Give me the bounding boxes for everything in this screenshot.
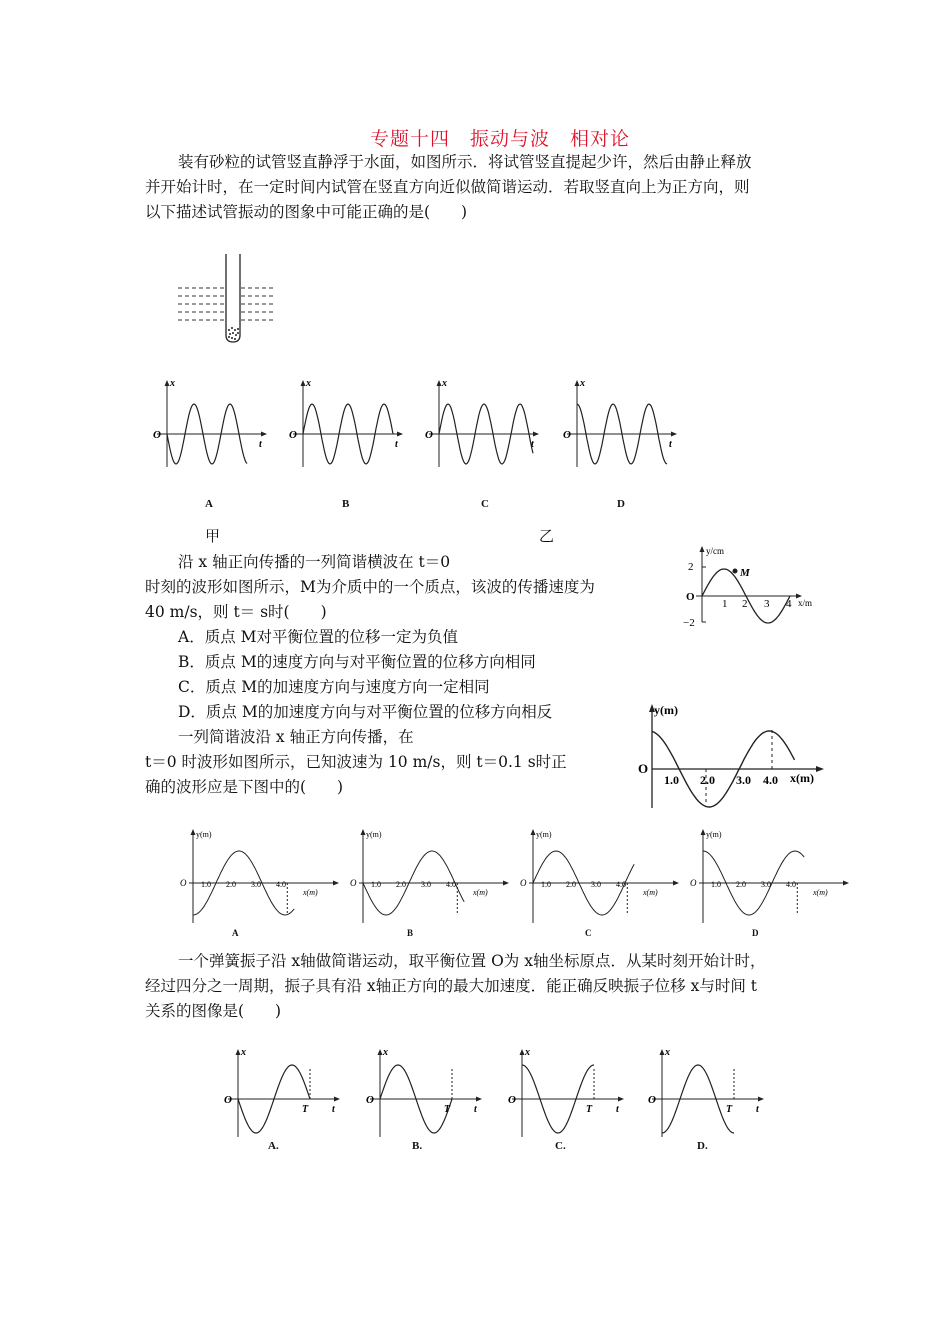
q3-line-3: 确的波形应是下图中的( ) bbox=[145, 778, 344, 796]
q1-graph-0-x-label: x bbox=[170, 378, 175, 389]
q3-opt-xtick: 1.0 bbox=[371, 880, 381, 889]
q3-option-graphs bbox=[175, 825, 855, 925]
q4-graph-0-t-label: t bbox=[332, 1104, 335, 1115]
q4-option-b: B. bbox=[412, 1140, 423, 1152]
q1-line-3: 以下描述试管振动的图象中可能正确的是( ) bbox=[145, 203, 468, 221]
q1-graph-0-t-label: t bbox=[259, 439, 262, 450]
q1-graph-3-t-label: t bbox=[669, 439, 672, 450]
q3-xtick-4: 4.0 bbox=[763, 773, 778, 787]
q2-line-2: 时刻的波形如图所示，M为介质中的一个质点，该波的传播速度为 bbox=[145, 578, 595, 596]
q3-opt-xtick: 4.0 bbox=[276, 880, 286, 889]
q3-opt-xlabel-1: x(m) bbox=[473, 888, 488, 897]
q3-opt-xtick: 2.0 bbox=[566, 880, 576, 889]
q3-opt-xtick: 4.0 bbox=[786, 880, 796, 889]
q1-graph-2-t-label: t bbox=[531, 439, 534, 450]
q4-graph-0-origin: O bbox=[224, 1094, 232, 1106]
q2-origin: O bbox=[686, 591, 695, 603]
q1-option-graphs bbox=[145, 372, 705, 472]
q4-graph-3-t-label: t bbox=[756, 1104, 759, 1115]
q3-opt-xtick: 2.0 bbox=[736, 880, 746, 889]
q2-line-1: 沿 x 轴正向传播的一列简谐横波在 t＝0 bbox=[178, 553, 451, 571]
q3-ylabel: y(m) bbox=[654, 703, 678, 717]
q2-choice-c: C．质点 M的加速度方向与速度方向一定相同 bbox=[178, 678, 490, 696]
q3-option-d: D bbox=[752, 928, 759, 938]
q4-line-3: 关系的图像是( ) bbox=[145, 1002, 282, 1020]
q3-xtick-3: 3.0 bbox=[736, 773, 751, 787]
q3-opt-xtick: 2.0 bbox=[396, 880, 406, 889]
q4-graph-1-t-label: t bbox=[474, 1104, 477, 1115]
q4-graph-2-t-label: t bbox=[616, 1104, 619, 1115]
q4-graph-3-x-label: x bbox=[665, 1047, 670, 1058]
q3-opt-xtick: 3.0 bbox=[761, 880, 771, 889]
q1-graph-0-origin: O bbox=[153, 429, 161, 441]
q2-xtick-1: 1 bbox=[722, 598, 728, 610]
q1-option-d: D bbox=[617, 498, 625, 510]
q3-line-2: t＝0 时波形如图所示，已知波速为 10 m/s，则 t＝0.1 s时正 bbox=[145, 753, 567, 771]
q4-line-2: 经过四分之一周期，振子具有沿 x轴正方向的最大加速度．能正确反映振子位移 x与时间 t bbox=[145, 977, 757, 995]
q3-opt-xlabel-2: x(m) bbox=[643, 888, 658, 897]
q4-option-d: D. bbox=[697, 1140, 708, 1152]
q3-opt-origin-0: O bbox=[180, 878, 187, 888]
q1-graph-3-x-label: x bbox=[580, 378, 585, 389]
q3-opt-xtick: 4.0 bbox=[446, 880, 456, 889]
q3-opt-origin-2: O bbox=[520, 878, 527, 888]
q3-opt-xtick: 2.0 bbox=[226, 880, 236, 889]
q3-opt-ylabel-0: y(m) bbox=[196, 830, 212, 839]
q3-opt-xtick: 1.0 bbox=[541, 880, 551, 889]
q3-opt-xtick: 3.0 bbox=[251, 880, 261, 889]
q4-graph-0-x-label: x bbox=[241, 1047, 246, 1058]
q2-choice-a: A．质点 M对平衡位置的位移一定为负值 bbox=[178, 628, 458, 646]
q4-graph-1-x-label: x bbox=[383, 1047, 388, 1058]
q3-opt-xtick: 3.0 bbox=[591, 880, 601, 889]
q4-graph-3-origin: O bbox=[648, 1094, 656, 1106]
q3-option-c: C bbox=[585, 928, 592, 938]
q1-option-b: B bbox=[342, 498, 350, 510]
q4-graph-2-x-label: x bbox=[525, 1047, 530, 1058]
q2-line-3: 40 m/s，则 t＝ s时( ) bbox=[145, 603, 327, 621]
q4-period-label-1: T bbox=[444, 1104, 451, 1115]
q3-opt-origin-3: O bbox=[690, 878, 697, 888]
q1-graph-2-origin: O bbox=[425, 429, 433, 441]
q3-line-1: 一列简谐波沿 x 轴正方向传播，在 bbox=[178, 728, 414, 746]
q2-choice-d: D．质点 M的加速度方向与对平衡位置的位移方向相反 bbox=[178, 703, 553, 721]
q1-graph-2-x-label: x bbox=[442, 378, 447, 389]
q3-xtick-2: 2.0 bbox=[700, 773, 715, 787]
q3-opt-xtick: 3.0 bbox=[421, 880, 431, 889]
page-title: 专题十四 振动与波 相对论 bbox=[369, 128, 630, 150]
q1-option-c: C bbox=[481, 498, 489, 510]
q3-option-b: B bbox=[407, 928, 414, 938]
q4-option-c: C. bbox=[555, 1140, 566, 1152]
q1-graph-1-t-label: t bbox=[395, 439, 398, 450]
q1-option-a: A bbox=[205, 498, 213, 510]
q2-point-label: M bbox=[740, 567, 750, 579]
q2-wave-graph bbox=[680, 540, 820, 635]
q3-opt-xtick: 1.0 bbox=[711, 880, 721, 889]
q2-point-m bbox=[733, 569, 738, 574]
q3-opt-ylabel-3: y(m) bbox=[706, 830, 722, 839]
q4-period-label-3: T bbox=[726, 1104, 733, 1115]
q4-line-1: 一个弹簧振子沿 x轴做简谐运动，取平衡位置 O为 x轴坐标原点．从某时刻开始计时， bbox=[178, 952, 766, 970]
q2-ytick-2: 2 bbox=[688, 561, 694, 573]
q2-choice-b: B．质点 M的速度方向与对平衡位置的位移方向相同 bbox=[178, 653, 536, 671]
q4-graph-1-origin: O bbox=[366, 1094, 374, 1106]
q1-line-1: 装有砂粒的试管竖直静浮于水面，如图所示．将试管竖直提起少许，然后由静止释放 bbox=[178, 153, 752, 171]
q4-period-label-0: T bbox=[302, 1104, 309, 1115]
q2-xtick-2: 2 bbox=[742, 598, 748, 610]
figure-label-jia: 甲 bbox=[205, 527, 221, 545]
q3-opt-origin-1: O bbox=[350, 878, 357, 888]
q3-wave-graph bbox=[630, 698, 830, 813]
q4-option-graphs bbox=[220, 1045, 780, 1145]
q4-graph-2-origin: O bbox=[508, 1094, 516, 1106]
figure-label-yi: 乙 bbox=[539, 527, 555, 545]
q3-opt-xlabel-3: x(m) bbox=[813, 888, 828, 897]
test-tube-figure bbox=[172, 252, 282, 347]
q3-xlabel: x(m) bbox=[790, 771, 814, 785]
q3-opt-xlabel-0: x(m) bbox=[303, 888, 318, 897]
q1-graph-1-origin: O bbox=[289, 429, 297, 441]
q2-xtick-3: 3 bbox=[764, 598, 770, 610]
q3-origin: O bbox=[638, 761, 649, 776]
q2-xtick-4: 4 bbox=[786, 598, 792, 610]
q1-graph-3-origin: O bbox=[563, 429, 571, 441]
q3-option-a: A bbox=[232, 928, 239, 938]
q2-ytick-neg2: −2 bbox=[683, 617, 695, 629]
q2-xlabel: x/m bbox=[798, 598, 813, 608]
q4-option-a: A. bbox=[268, 1140, 279, 1152]
q1-graph-1-x-label: x bbox=[306, 378, 311, 389]
q3-opt-xtick: 1.0 bbox=[201, 880, 211, 889]
q3-opt-ylabel-2: y(m) bbox=[536, 830, 552, 839]
q3-opt-ylabel-1: y(m) bbox=[366, 830, 382, 839]
q2-ylabel: y/cm bbox=[706, 546, 724, 556]
q1-line-2: 并开始计时，在一定时间内试管在竖直方向近似做简谐运动．若取竖直向上为正方向，则 bbox=[145, 178, 750, 196]
q3-xtick-1: 1.0 bbox=[664, 773, 679, 787]
q4-period-label-2: T bbox=[586, 1104, 593, 1115]
q3-opt-xtick: 4.0 bbox=[616, 880, 626, 889]
